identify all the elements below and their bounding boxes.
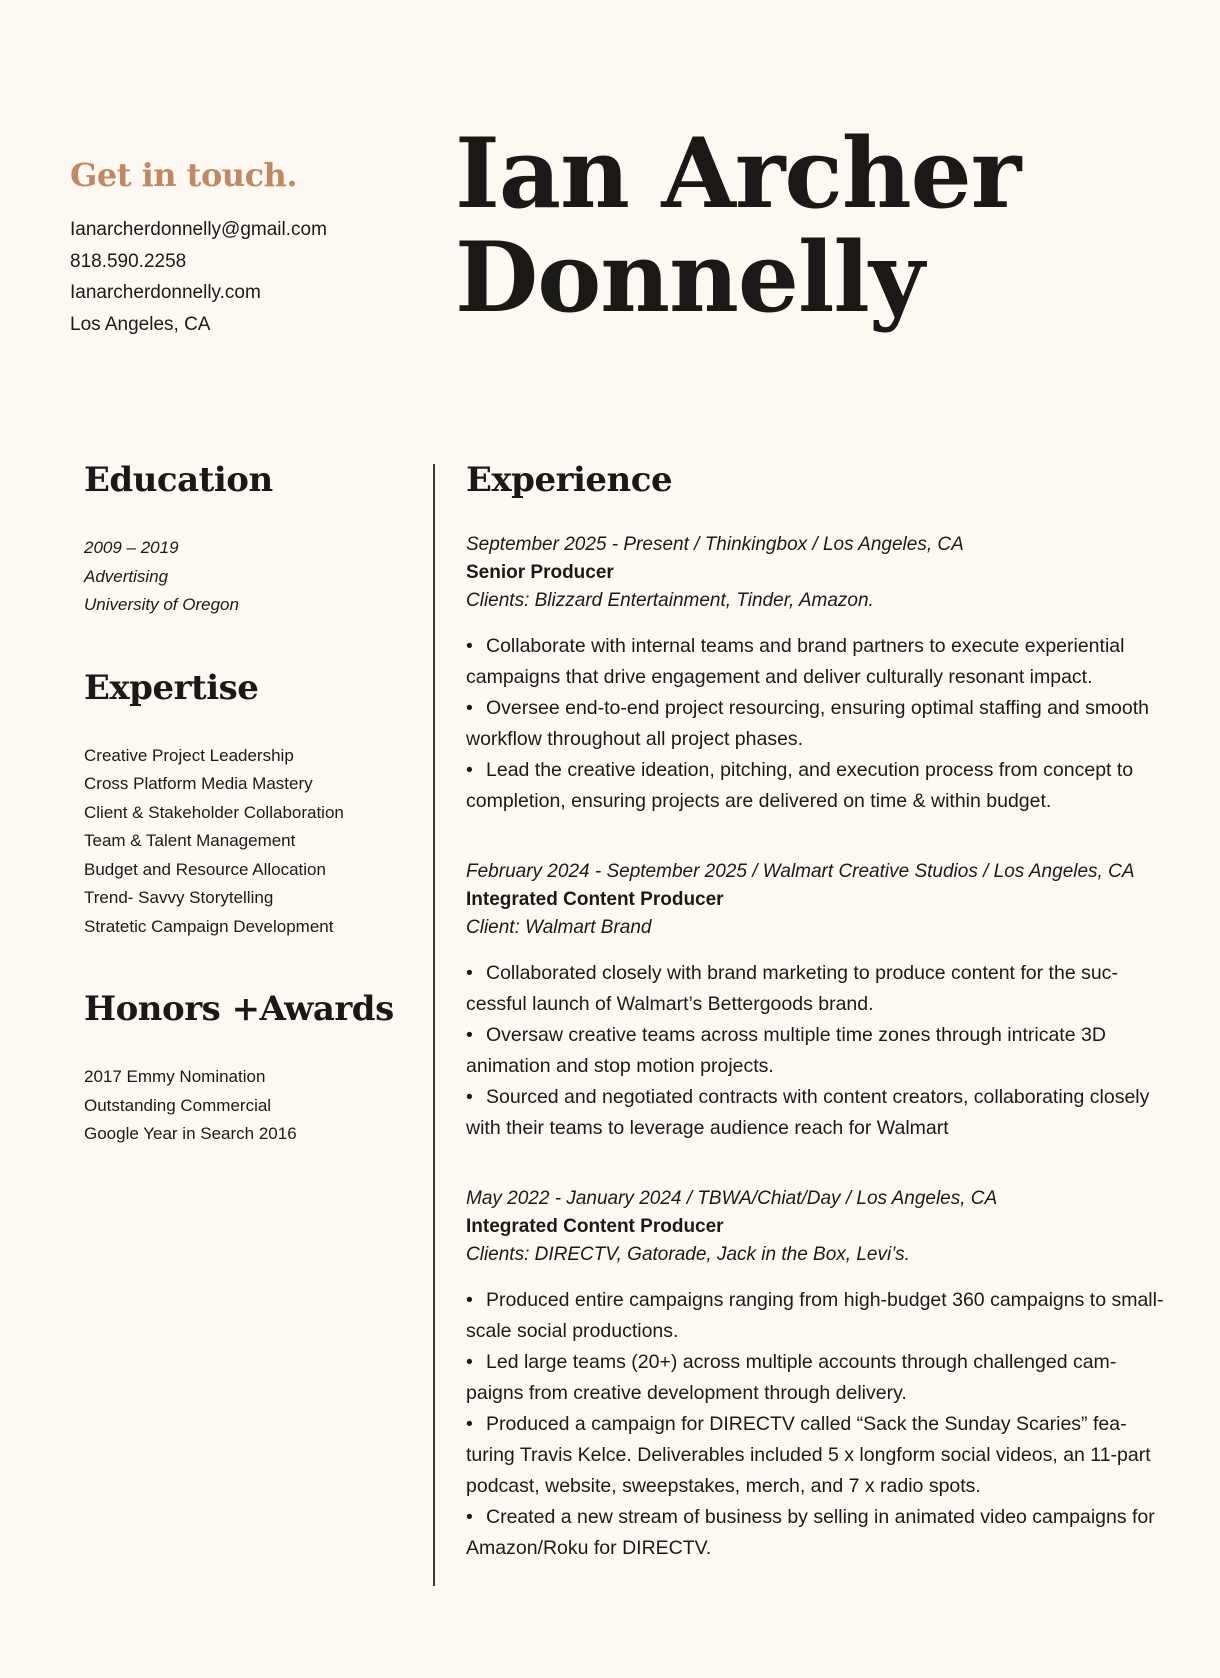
expertise-item: Creative Project Leadership xyxy=(84,745,294,765)
job-title: Integrated Content Producer xyxy=(466,889,724,910)
expertise-item: Stratetic Campaign Development xyxy=(84,916,334,936)
contact-phone[interactable]: 818.590.2258 xyxy=(70,250,187,272)
education-details xyxy=(84,534,404,620)
sidebar xyxy=(84,460,404,1149)
job-bullet: • Collaborate with internal teams and brand partners to execute experiential campaigns that drive engagement and deliver culturally resonant impact. xyxy=(466,631,1166,693)
job-bullet: • Created a new stream of business by selling in animated video campaigns for Amazon/Roku for DIRECTV. xyxy=(466,1502,1166,1564)
contact-list xyxy=(70,214,327,340)
bullet-icon: • xyxy=(466,697,473,719)
contact-website[interactable]: Ianarcherdonnelly.com xyxy=(70,282,261,303)
job-bullet: • Oversee end-to-end project resourcing, ensuring optimal staffing and smooth workflow throughout all project phases. xyxy=(466,693,1166,755)
honor-item: Google Year in Search 2016 xyxy=(84,1124,297,1143)
column-divider xyxy=(433,464,435,1586)
job-entry xyxy=(466,530,1166,817)
honors-section xyxy=(84,989,404,1149)
bullet-icon: • xyxy=(466,635,473,657)
name-line-1: Ian Archer xyxy=(455,117,1021,230)
bullet-icon: • xyxy=(466,1351,473,1373)
education-heading: Education xyxy=(84,460,273,500)
contact-location: Los Angeles, CA xyxy=(70,313,211,335)
job-bullets xyxy=(466,1285,1166,1564)
job-title: Integrated Content Producer xyxy=(466,1216,724,1237)
expertise-item: Team & Talent Management xyxy=(84,831,296,850)
honors-heading: Honors +Awards xyxy=(84,989,394,1029)
bullet-icon: • xyxy=(466,1506,473,1528)
job-entry xyxy=(466,857,1166,1144)
job-bullet: • Produced a campaign for DIRECTV called “Sack the Sunday Scaries” featuring Travis Kelce. Deliverables included 5 x longform social videos, an 11-part podcast, website, sweepstakes, merch, and 7 x radio spots. xyxy=(466,1409,1166,1502)
experience-section xyxy=(466,460,1166,1564)
job-bullet: • Lead the creative ideation, pitching, and execution process from concept to completion, ensuring projects are delivered on time & within budget. xyxy=(466,755,1166,817)
education-section xyxy=(84,460,404,620)
expertise-heading: Expertise xyxy=(84,667,259,708)
contact-heading: Get in touch. xyxy=(70,156,297,194)
expertise-list xyxy=(84,742,404,942)
job-clients: Clients: Blizzard Entertainment, Tinder, Amazon. xyxy=(466,590,874,611)
job-bullet: • Produced entire campaigns ranging from high-budget 360 campaigns to small-scale social productions. xyxy=(466,1285,1166,1347)
job-meta: May 2022 - January 2024 / TBWA/Chiat/Day / Los Angeles, CA xyxy=(466,1188,998,1209)
honor-item: Outstanding Commercial xyxy=(84,1095,272,1115)
bullet-icon: • xyxy=(466,1086,473,1108)
bullet-icon: • xyxy=(466,1289,473,1311)
honor-item: 2017 Emmy Nomination xyxy=(84,1067,266,1086)
job-meta: September 2025 - Present / Thinkingbox / Los Angeles, CA xyxy=(466,534,964,555)
education-school: University of Oregon xyxy=(84,595,239,614)
job-bullets xyxy=(466,631,1166,817)
job-bullet: • Sourced and negotiated contracts with content creators, collaborating closely with their teams to leverage audience reach for Walmart xyxy=(466,1082,1166,1144)
expertise-section xyxy=(84,668,404,942)
bullet-icon: • xyxy=(466,1413,473,1435)
job-bullet: • Collaborated closely with brand marketing to produce content for the successful launch of Walmart’s Bettergoods brand. xyxy=(466,958,1166,1020)
expertise-item: Cross Platform Media Mastery xyxy=(84,774,313,793)
contact-email[interactable]: Ianarcherdonnelly@gmail.com xyxy=(70,219,327,240)
education-years: 2009 – 2019 xyxy=(84,538,179,557)
job-clients: Clients: DIRECTV, Gatorade, Jack in the Box, Levi’s. xyxy=(466,1244,910,1265)
job-title: Senior Producer xyxy=(466,562,614,583)
job-bullet: • Led large teams (20+) across multiple accounts through challenged campaigns from creative development through delivery. xyxy=(466,1347,1166,1409)
job-entry xyxy=(466,1184,1166,1564)
job-bullets xyxy=(466,958,1166,1144)
job-meta: February 2024 - September 2025 / Walmart Creative Studios / Los Angeles, CA xyxy=(466,861,1135,882)
bullet-icon: • xyxy=(466,1024,473,1046)
expertise-item: Trend- Savvy Storytelling xyxy=(84,888,274,907)
education-field: Advertising xyxy=(84,566,169,586)
bullet-icon: • xyxy=(466,962,473,984)
candidate-name xyxy=(455,117,1021,334)
job-bullet: • Oversaw creative teams across multiple time zones through intricate 3D animation and stop motion projects. xyxy=(466,1020,1166,1082)
job-clients: Client: Walmart Brand xyxy=(466,917,652,938)
experience-heading: Experience xyxy=(466,460,673,500)
honors-list xyxy=(84,1063,404,1149)
expertise-item: Budget and Resource Allocation xyxy=(84,859,326,879)
name-line-2: Donnelly xyxy=(455,221,924,334)
expertise-item: Client & Stakeholder Collaboration xyxy=(84,802,344,822)
bullet-icon: • xyxy=(466,759,473,781)
